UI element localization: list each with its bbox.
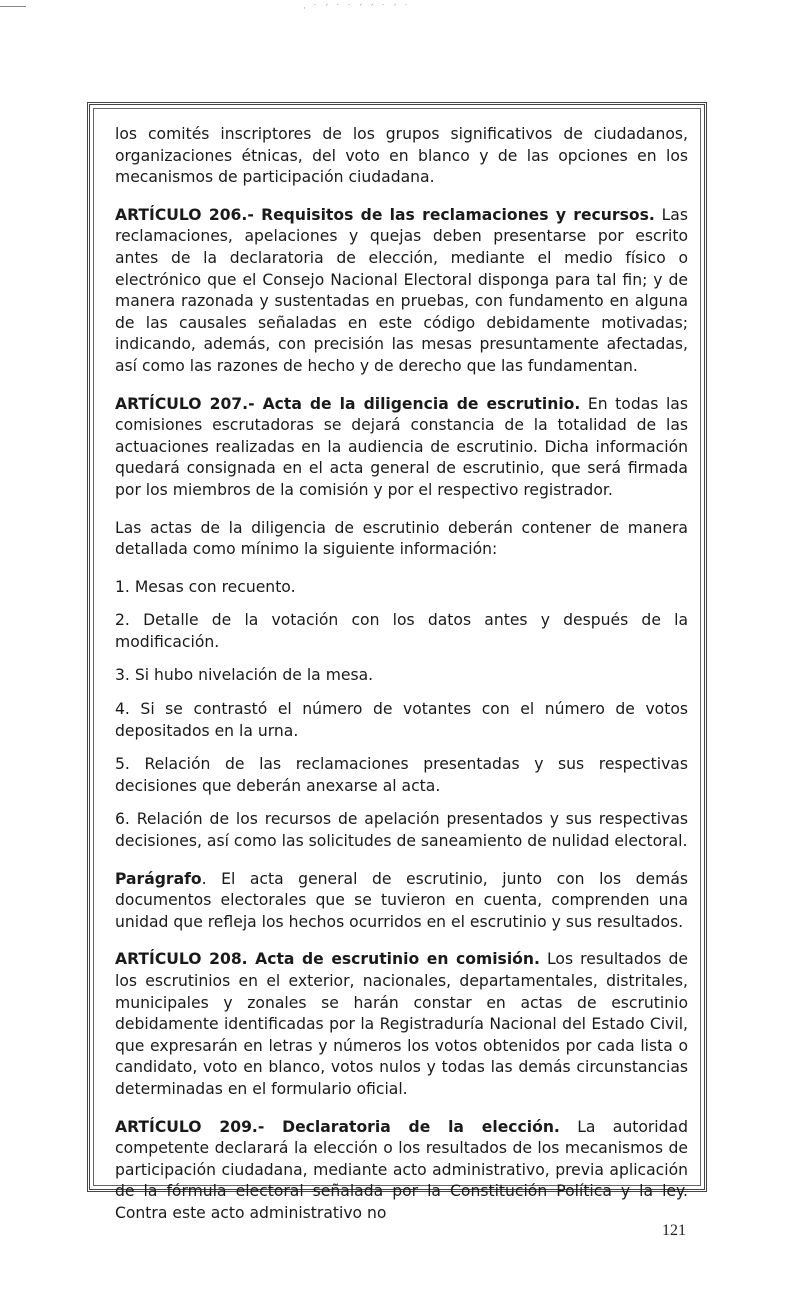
article-text: Las reclamaciones, apelaciones y quejas deben presentarse por escrito antes de la declaratoria de elección, mediante el medio físico o electrónico que el Consejo Nacional Electoral disponga para tal fin; y de manera razonada y sustentadas en pruebas, con fundamento en alguna de las causales señaladas en este código debidamente motivadas; indicando, además, con precisión las mesas presuntamente afectadas, así como las razones de hecho y de derecho que las fundamentan. bbox=[115, 205, 688, 375]
list-item bbox=[115, 809, 688, 852]
article-209 bbox=[115, 1117, 688, 1225]
scan-edge-mark bbox=[0, 6, 26, 7]
article-heading: ARTÍCULO 209.- Declaratoria de la elección. bbox=[115, 1117, 560, 1136]
scan-noise: · ˙ ´ ˙ ˙ ´ ´ ˙ ´ ˙ bbox=[303, 4, 411, 14]
paragraph-continuation bbox=[115, 124, 688, 189]
document-body bbox=[115, 124, 688, 1241]
list-item bbox=[115, 699, 688, 742]
paragrafo-heading: Parágrafo bbox=[115, 869, 202, 888]
article-207 bbox=[115, 394, 688, 502]
list-item-text: 1. Mesas con recuento. bbox=[115, 577, 296, 596]
article-text: Los resultados de los escrutinios en el exterior, nacionales, departamentales, distritales, municipales y zonales se harán constar en actas de escrutinio debidamente identificadas por la Registraduría Nacional del Estado Civil, que expresarán en letras y números los votos obtenidos por cada lista o candidato, voto en blanco, votos nulos y todas las demás circunstancias determinadas en el formulario oficial. bbox=[115, 950, 688, 1098]
article-text: En todas las comisiones escrutadoras se dejará constancia de la totalidad de las actuaciones realizadas en la audiencia de escrutinio. Dicha información quedará consignada en el acta general de escrutinio, que será firmada por los miembros de la comisión y por el respectivo registrador. bbox=[115, 394, 688, 499]
list-item-text: 2. Detalle de la votación con los datos antes y después de la modificación. bbox=[115, 611, 688, 651]
paragrafo bbox=[115, 869, 688, 934]
list-item-text: 6. Relación de los recursos de apelación presentados y sus respectivas decisiones, así como las solicitudes de saneamiento de nulidad electoral. bbox=[115, 810, 688, 851]
list-item bbox=[115, 610, 688, 653]
paragraph-text: los comités inscriptores de los grupos significativos de ciudadanos, organizaciones étnicas, del voto en blanco y de las opciones en los mecanismos de participación ciudadana. bbox=[115, 125, 688, 187]
list-item-text: 5. Relación de las reclamaciones presentadas y sus respectivas decisiones que deberán anexarse al acta. bbox=[115, 755, 688, 795]
article-206 bbox=[115, 205, 688, 378]
page-number: 121 bbox=[662, 1222, 686, 1239]
list-item-text: 3. Si hubo nivelación de la mesa. bbox=[115, 666, 374, 685]
list-item bbox=[115, 665, 688, 687]
article-heading: ARTÍCULO 208. Acta de escrutinio en comisión. bbox=[115, 950, 540, 969]
article-text: La autoridad competente declarará la elección o los resultados de los mecanismos de participación ciudadana, mediante acto administrativo, previa aplicación de la fórmula electoral señalada por la Constitución Política y la ley. Contra este acto administrativo no bbox=[115, 1117, 688, 1222]
list-item bbox=[115, 754, 688, 797]
list-item-text: 4. Si se contrastó el número de votantes con el número de votos depositados en la urna. bbox=[115, 700, 688, 740]
paragrafo-text: . El acta general de escrutinio, junto con los demás documentos electorales que se tuvieron en cuenta, comprenden una unidad que refleja los hechos ocurridos en el escrutinio y sus resultados. bbox=[115, 869, 688, 931]
article-heading: ARTÍCULO 206.- Requisitos de las reclamaciones y recursos. bbox=[115, 205, 655, 224]
article-208 bbox=[115, 949, 688, 1100]
list-item bbox=[115, 577, 688, 599]
article-207-intro bbox=[115, 518, 688, 561]
paragraph-text: Las actas de la diligencia de escrutinio deberán contener de manera detallada como mínimo la siguiente información: bbox=[115, 518, 688, 559]
article-heading: ARTÍCULO 207.- Acta de la diligencia de escrutinio. bbox=[115, 394, 581, 413]
